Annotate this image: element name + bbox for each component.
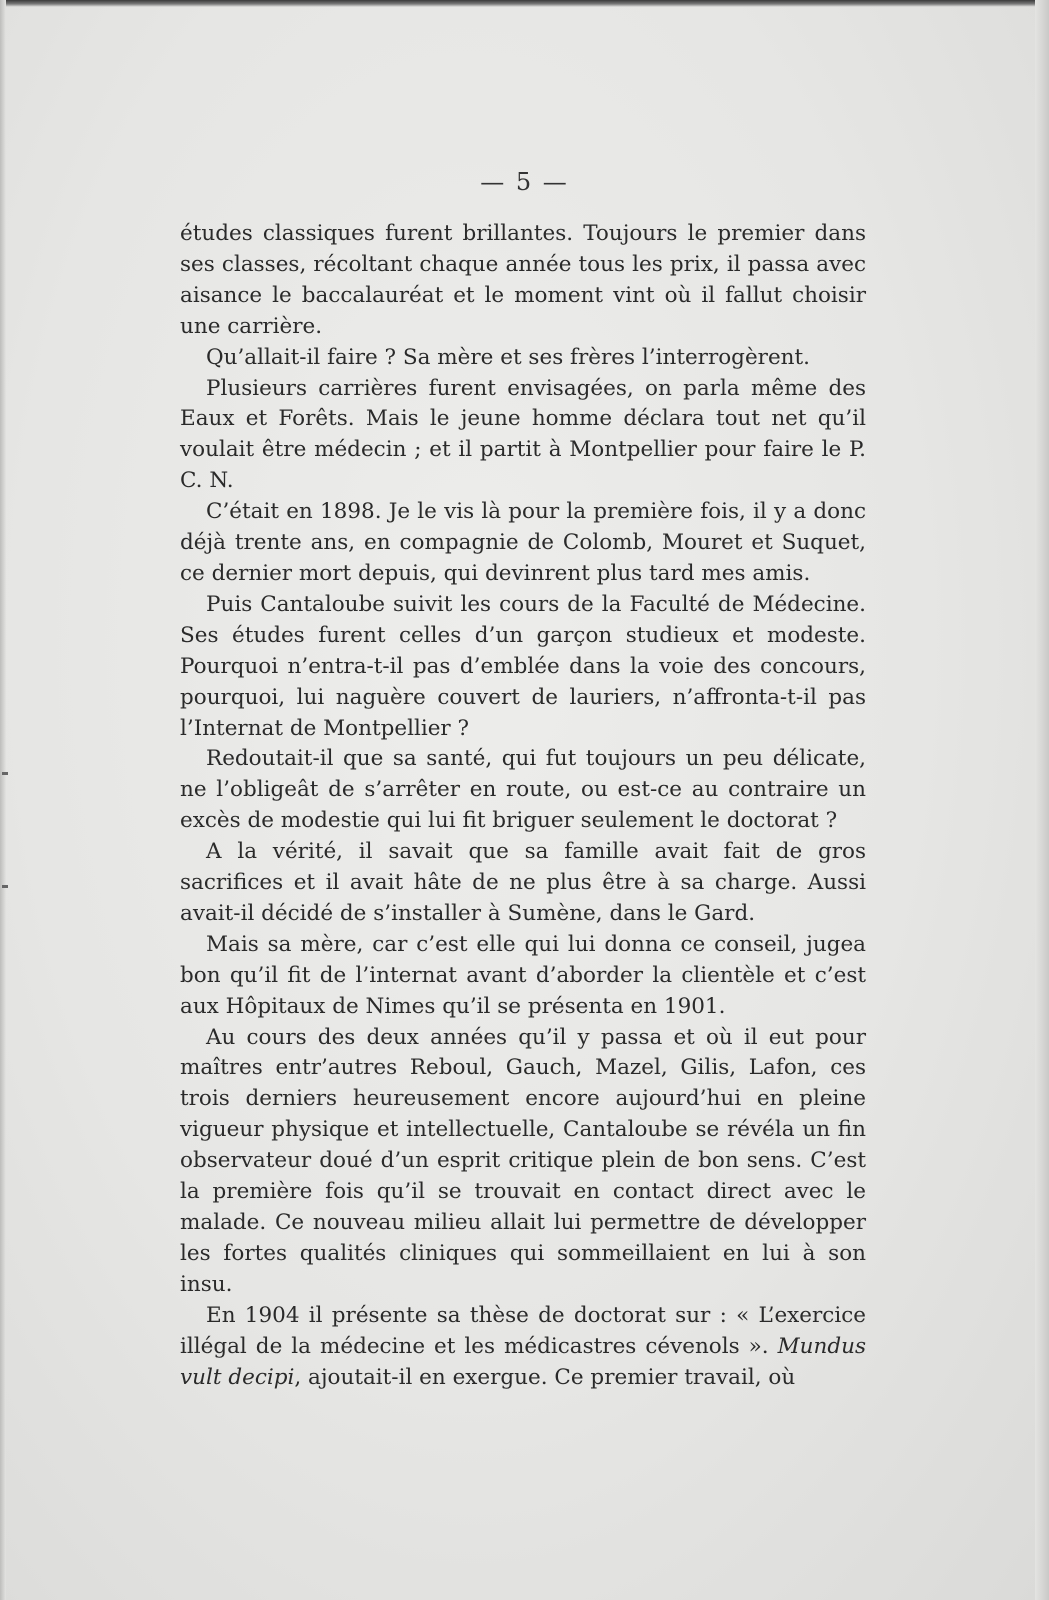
page-top-edge (0, 0, 1049, 7)
binding-mark (2, 885, 8, 888)
binding-mark (2, 772, 8, 775)
page-left-edge (0, 0, 6, 1600)
paragraph: études classiques furent brillantes. Toujours le premier dans ses classes, récoltant chaque année tous les prix, il passa avec aisance le baccalauréat et le moment vint où il fallut choisir une carrière. (180, 221, 866, 339)
paragraph-text: , ajoutait-il en exergue. Ce premier travail, où (294, 1364, 796, 1390)
page-right-edge (1035, 0, 1049, 1600)
paragraph: Au cours des deux années qu’il y passa et où il eut pour maîtres entr’autres Reboul, Gauch, Mazel, Gilis, Lafon, ces trois derniers heureusement encore aujourd’hui en pleine vigueur physique et intellectuelle, Cantaloube se révéla un fin observateur doué d’un esprit critique plein de bon sens. C’est la première fois qu’il se trouvait en contact direct avec le malade. Ce nouveau milieu allait lui permettre de développer les fortes qualités cliniques qui sommeillaient en lui à son insu. (180, 1024, 866, 1297)
paragraph: Redoutait-il que sa santé, qui fut toujours un peu délicate, ne l’obligeât de s’arrêter en route, ou est-ce au contraire un excès de modestie qui lui fit briguer seulement le doctorat ? (180, 746, 866, 834)
page-number: — 5 — (480, 168, 569, 196)
body-text (180, 219, 866, 1393)
paragraph-text: En 1904 il présente sa thèse de doctorat sur : « L’exercice illégal de la médecine et les médicastres cévenols ». (180, 1302, 866, 1359)
italic-latin-phrase: Mundus vult decipi (180, 1333, 866, 1390)
paragraph: Plusieurs carrières furent envisagées, on parla même des Eaux et Forêts. Mais le jeune homme déclara tout net qu’il voulait être médecin ; et il partit à Montpellier pour faire le P. C. N. (180, 375, 866, 494)
paragraph: Puis Cantaloube suivit les cours de la Faculté de Médecine. Ses études furent celles d’un garçon studieux et modeste. Pourquoi n’entra-t-il pas d’emblée dans la voie des concours, pourquoi, lui naguère couvert de lauriers, n’affronta-t-il pas l’Internat de Montpellier ? (180, 591, 866, 741)
paragraph: Mais sa mère, car c’est elle qui lui donna ce conseil, jugea bon qu’il fit de l’internat avant d’aborder la clientèle et c’est aux Hôpitaux de Nimes qu’il se présenta en 1901. (180, 931, 866, 1019)
paragraph: C’était en 1898. Je le vis là pour la première fois, il y a donc déjà trente ans, en compagnie de Colomb, Mouret et Suquet, ce dernier mort depuis, qui devinrent plus tard mes amis. (180, 499, 866, 586)
paragraph: Qu’allait-il faire ? Sa mère et ses frères l’interrogèrent. (206, 344, 810, 370)
paragraph: A la vérité, il savait que sa famille avait fait de gros sacrifices et il avait hâte de ne plus être à sa charge. Aussi avait-il décidé de s’installer à Sumène, dans le Gard. (180, 839, 866, 926)
paragraph-last (180, 1301, 866, 1394)
